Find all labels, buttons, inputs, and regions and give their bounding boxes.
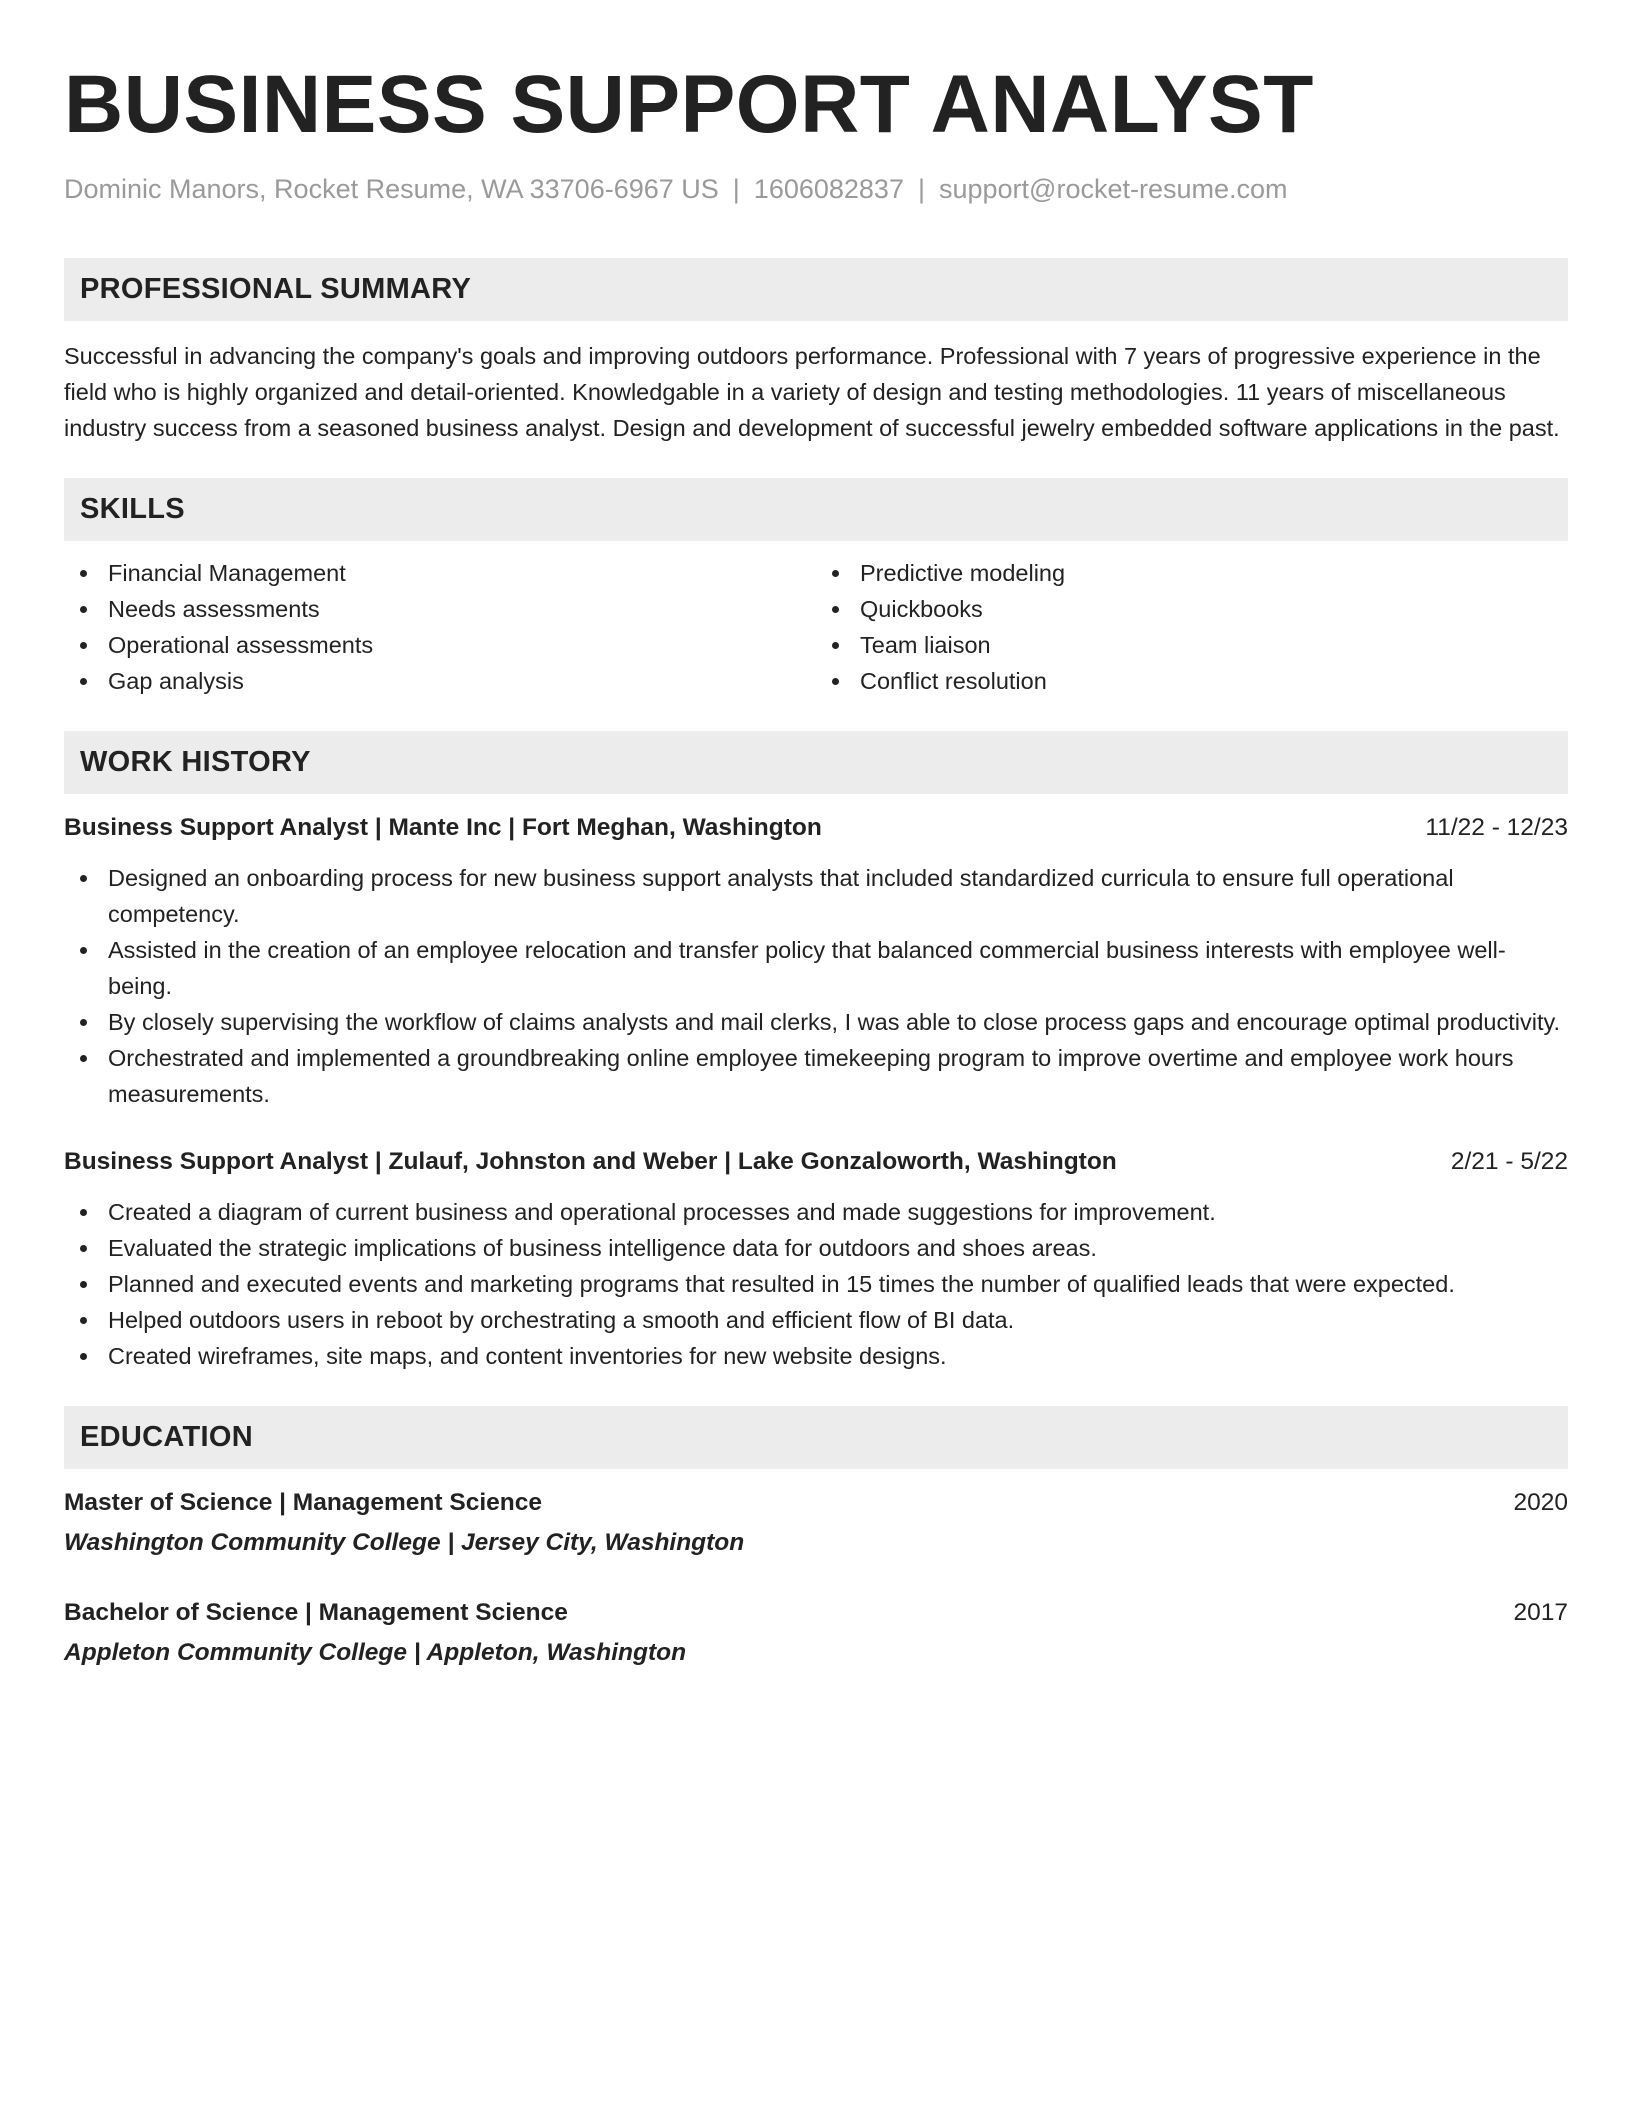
skills-column-left	[64, 555, 816, 699]
job-bullet: Helped outdoors users in reboot by orchestrating a smooth and efficient flow of BI data.	[64, 1302, 1568, 1338]
job-bullet: Evaluated the strategic implications of business intelligence data for outdoors and shoes areas.	[64, 1230, 1568, 1266]
education-entry	[64, 1485, 1568, 1561]
job-bullet: Planned and executed events and marketing programs that resulted in 15 times the number of qualified leads that were expected.	[64, 1266, 1568, 1302]
contact-separator: |	[732, 174, 740, 204]
skill-item: Predictive modeling	[816, 555, 1568, 591]
job-title: Business Support Analyst | Mante Inc | Fort Meghan, Washington	[64, 814, 822, 841]
education-degree: Master of Science | Management Science	[64, 1489, 542, 1516]
job-bullet: Created wireframes, site maps, and content inventories for new website designs.	[64, 1338, 1568, 1374]
job-bullet: Designed an onboarding process for new business support analysts that included standardized curricula to ensure full operational competency.	[64, 860, 1568, 932]
job-bullet: By closely supervising the workflow of claims analysts and mail clerks, I was able to close process gaps and encourage optimal productivity.	[64, 1004, 1568, 1040]
section-header-work-history: WORK HISTORY	[64, 731, 1568, 794]
job-dates: 2/21 - 5/22	[1450, 1148, 1568, 1175]
section-header-skills: SKILLS	[64, 478, 1568, 541]
job-title: Business Support Analyst | Zulauf, Johnston and Weber | Lake Gonzaloworth, Washington	[64, 1148, 1117, 1175]
job-bullet: Created a diagram of current business and operational processes and made suggestions for improvement.	[64, 1194, 1568, 1230]
job-bullet: Assisted in the creation of an employee relocation and transfer policy that balanced commercial business interests with employee well-being.	[64, 932, 1568, 1004]
contact-separator: |	[917, 174, 925, 204]
summary-text: Successful in advancing the company's goals and improving outdoors performance. Professional with 7 years of progressive experience in the field who is highly organized and detail-oriented. Knowledgable in a variety of design and testing methodologies. 11 years of miscellaneous industry success from a seasoned business analyst. Design and development of successful jewelry embedded software applications in the past.	[64, 343, 1560, 441]
contact-line	[64, 172, 1568, 206]
skill-item: Conflict resolution	[816, 663, 1568, 699]
skill-item: Quickbooks	[816, 591, 1568, 627]
resume-title: BUSINESS SUPPORT ANALYST	[64, 59, 1314, 150]
education-degree: Bachelor of Science | Management Science	[64, 1599, 568, 1626]
skill-item: Financial Management	[64, 555, 816, 591]
job-header	[64, 1144, 1568, 1180]
skill-item: Team liaison	[816, 627, 1568, 663]
education-entry	[64, 1595, 1568, 1671]
job-entry	[64, 810, 1568, 1112]
skills-list	[64, 555, 1568, 699]
skills-column-right	[816, 555, 1568, 699]
job-bullet: Orchestrated and implemented a groundbreaking online employee timekeeping program to improve overtime and employee work hours measurements.	[64, 1040, 1568, 1112]
education-year: 2017	[1513, 1599, 1568, 1626]
contact-phone: 1606082837	[753, 174, 904, 204]
job-header	[64, 810, 1568, 846]
section-header-education: EDUCATION	[64, 1406, 1568, 1469]
job-bullets	[64, 860, 1568, 1112]
job-dates: 11/22 - 12/23	[1425, 814, 1568, 841]
education-header	[64, 1485, 1568, 1521]
contact-email: support@rocket-resume.com	[938, 174, 1288, 204]
job-entry	[64, 1144, 1568, 1374]
job-bullets	[64, 1194, 1568, 1374]
skill-item: Gap analysis	[64, 663, 816, 699]
education-header	[64, 1595, 1568, 1631]
education-school: Washington Community College | Jersey City, Washington	[64, 1529, 745, 1556]
education-year: 2020	[1513, 1489, 1568, 1516]
skill-item: Operational assessments	[64, 627, 816, 663]
section-header-summary: PROFESSIONAL SUMMARY	[64, 258, 1568, 321]
contact-address: Dominic Manors, Rocket Resume, WA 33706-6967 US	[64, 174, 719, 204]
education-school: Appleton Community College | Appleton, Washington	[64, 1639, 687, 1666]
skill-item: Needs assessments	[64, 591, 816, 627]
